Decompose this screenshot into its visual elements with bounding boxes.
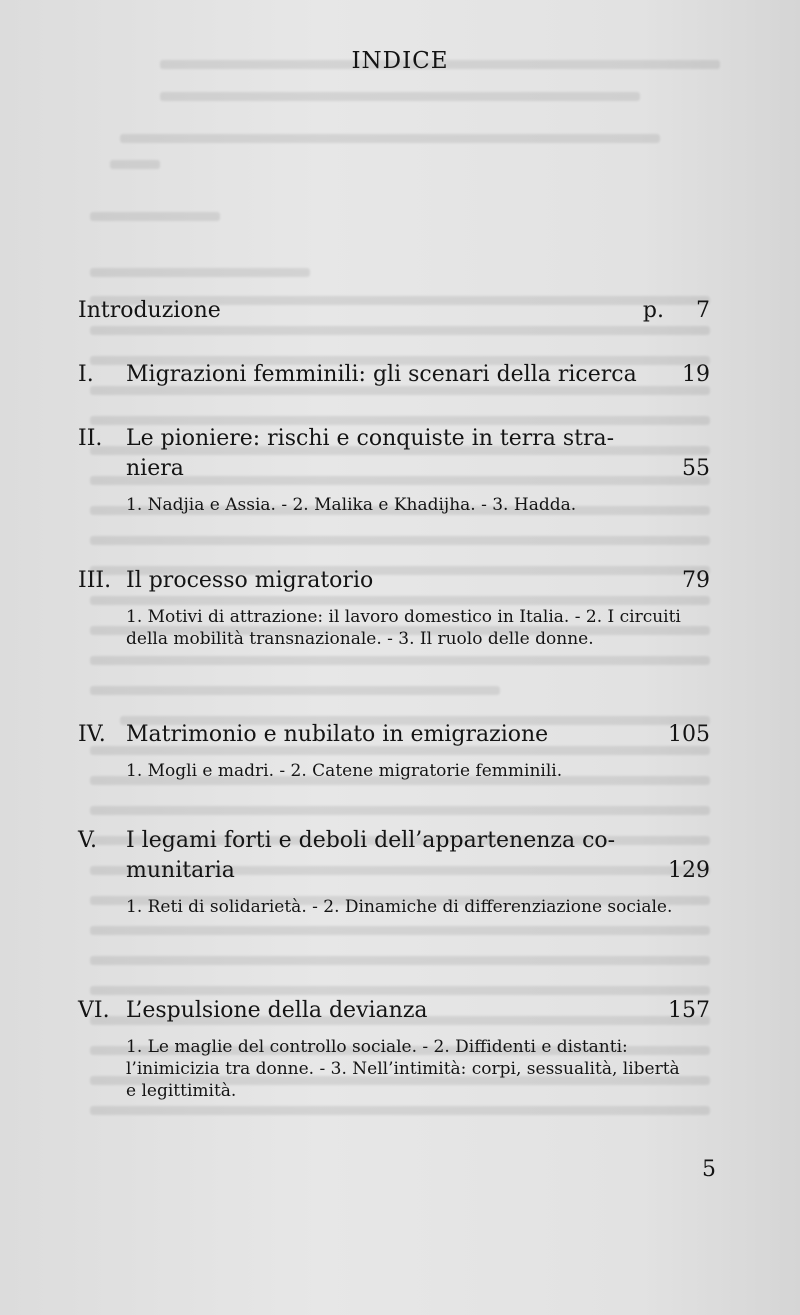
toc-entry-page: 79 [682,568,710,593]
toc-subsections: 1. Le maglie del controllo sociale. - 2. Diffidenti e distanti: l’inimicizia tra donne. - 3. Nell’intimità: corpi, sessualità, libertà e legittimità. [126,1037,680,1101]
toc-entry-title: Migrazioni femminili: gli scenari della ricerca [126,362,637,387]
toc-entry-chapter-6 [78,996,710,1102]
toc-entry-title-continued: niera [126,456,184,481]
toc-entry-page: 157 [668,998,710,1023]
chapter-numeral: VI. [78,998,110,1023]
page-number: 5 [702,1157,716,1182]
page-title: INDICE [351,48,449,74]
toc-subsections: 1. Mogli e madri. - 2. Catene migratorie femminili. [126,761,563,781]
toc-entry-title-continued: munitaria [126,858,235,883]
toc-entry-page: 105 [668,722,710,747]
chapter-numeral: III. [78,568,112,593]
toc-entry-chapter-1 [78,360,710,390]
chapter-numeral: II. [78,426,103,451]
chapter-numeral: IV. [78,722,106,747]
toc-entry-page: 55 [682,456,710,481]
toc-entry-page: 129 [668,858,710,883]
toc-entry-page: 19 [682,362,710,387]
page-prefix: p. [642,298,664,323]
toc-entry-chapter-5 [78,826,710,918]
toc-entry-chapter-4 [78,720,710,782]
toc-entry-title: Il processo migratorio [126,568,374,593]
toc-entry-introduzione [78,296,710,326]
toc-entry-title: Introduzione [78,298,221,323]
toc-entry-title: L’espulsione della devianza [126,998,428,1023]
chapter-numeral: V. [78,828,98,853]
toc-entry-title: Le pioniere: rischi e conquiste in terra stra- [126,426,615,451]
toc-entry-title: Matrimonio e nubilato in emigrazione [126,722,549,747]
toc-entry-page: 7 [696,298,710,323]
chapter-numeral: I. [78,362,94,387]
toc-subsections: 1. Reti di solidarietà. - 2. Dinamiche di differenziazione sociale. [126,897,673,917]
toc-entry-chapter-3 [78,566,710,650]
toc-entry-title: I legami forti e deboli dell’appartenenza co- [126,828,616,853]
toc-entry-chapter-2 [78,424,710,516]
toc-subsections: 1. Motivi di attrazione: il lavoro domestico in Italia. - 2. I circuiti della mobilità transnazionale. - 3. Il ruolo delle donne. [126,607,681,649]
toc-subsections: 1. Nadjia e Assia. - 2. Malika e Khadijha. - 3. Hadda. [126,495,577,515]
